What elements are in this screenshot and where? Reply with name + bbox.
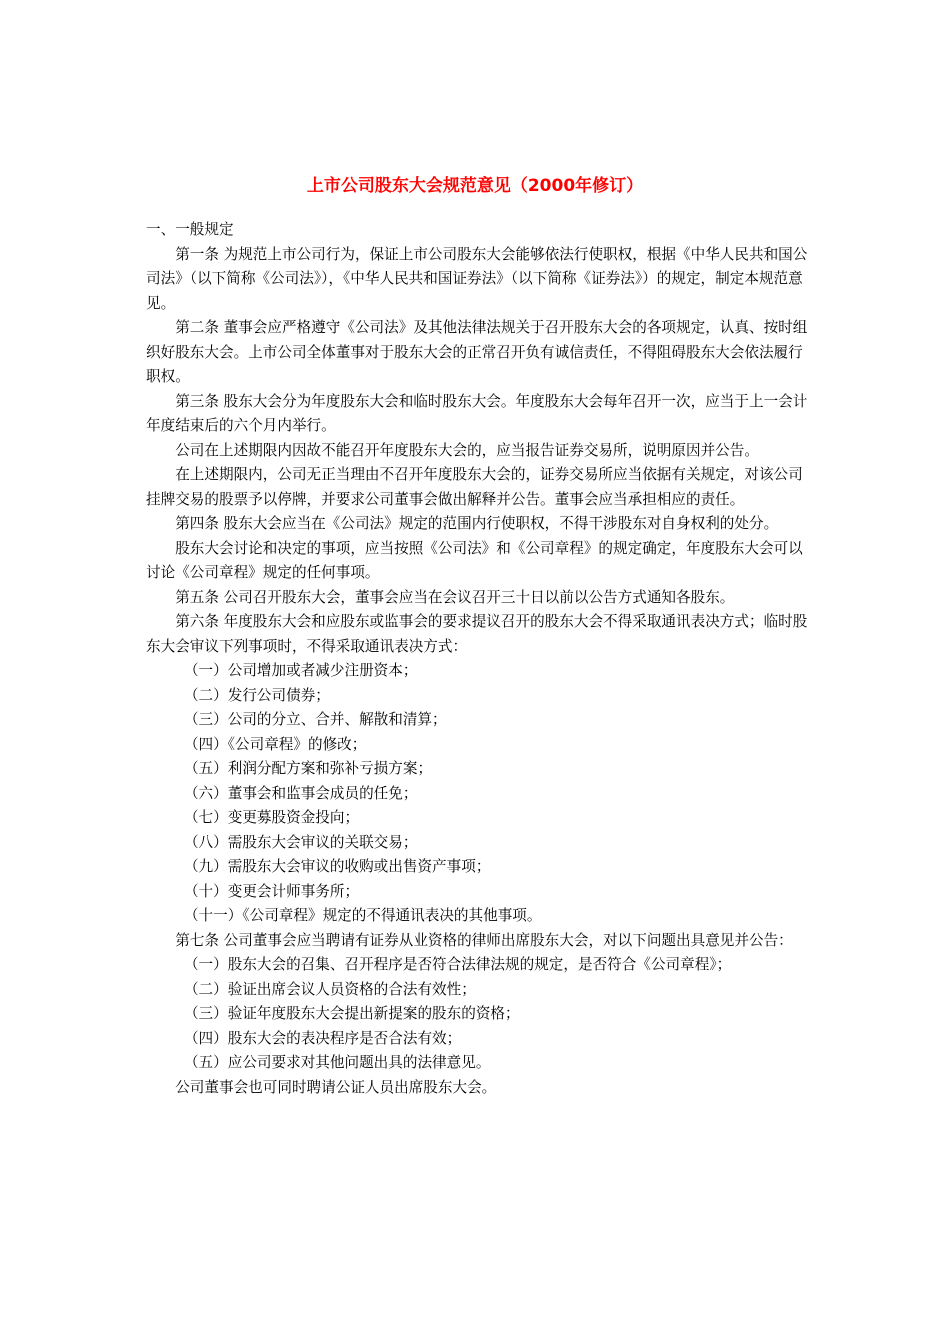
article-6-item: （一）公司增加或者减少注册资本； — [183, 662, 418, 679]
article-6-item: （二）发行公司债券； — [183, 686, 330, 704]
article-3: 第三条 股东大会分为年度股东大会和临时股东大会。年度股东大会每年召开一次，应当于上一会计年度结束后的六个月内举行。 — [146, 392, 808, 434]
article-6-item: （七）变更募股资金投向； — [183, 809, 360, 826]
article-4: 第四条 股东大会应当在《公司法》规定的范围内行使职权，不得干涉股东对自身权利的处分。 — [175, 515, 779, 532]
article-6-item: （五）利润分配方案和弥补亏损方案； — [183, 760, 433, 777]
article-6-item: （三）公司的分立、合并、解散和清算； — [183, 711, 447, 728]
article-7-item: （四）股东大会的表决程序是否合法有效； — [183, 1029, 462, 1047]
article-4-paragraph-2: 股东大会讨论和决定的事项，应当按照《公司法》和《公司章程》的规定确定，年度股东大会可以讨论《公司章程》规定的任何事项。 — [146, 539, 803, 581]
article-6-item: （八）需股东大会审议的关联交易； — [183, 833, 418, 851]
article-7-item: （五）应公司要求对其他问题出具的法律意见。 — [183, 1054, 491, 1071]
article-6: 第六条 年度股东大会和应股东或监事会的要求提议召开的股东大会不得采取通讯表决方式；临时股东大会审议下列事项时，不得采取通讯表决方式： — [146, 613, 808, 655]
article-7-item: （二）验证出席会议人员资格的合法有效性； — [183, 980, 476, 998]
document-title: 上市公司股东大会规范意见（2000年修订） — [306, 176, 644, 196]
article-7-item: （三）验证年度股东大会提出新提案的股东的资格； — [183, 1005, 520, 1022]
article-3-paragraph-3: 在上述期限内，公司无正当理由不召开年度股东大会的，证券交易所应当依据有关规定，对该公司挂牌交易的股票予以停牌，并要求公司董事会做出解释并公告。董事会应当承担相应的责任。 — [146, 466, 803, 508]
article-6-item: （十）变更会计师事务所； — [183, 882, 360, 900]
article-6-item: （四）《公司章程》的修改； — [183, 735, 367, 753]
article-3-paragraph-2: 公司在上述期限内因故不能召开年度股东大会的，应当报告证券交易所，说明原因并公告。 — [175, 441, 759, 459]
section-heading: 一、一般规定 — [146, 221, 234, 238]
article-7-item: （一）股东大会的召集、召开程序是否符合法律法规的规定，是否符合《公司章程》； — [183, 956, 732, 973]
article-2: 第二条 董事会应严格遵守《公司法》及其他法律法规关于召开股东大会的各项规定，认真、按时组织好股东大会。上市公司全体董事对于股东大会的正常召开负有诚信责任，不得阻碍股东大会依法履行职权。 — [146, 319, 808, 385]
article-7-paragraph-2: 公司董事会也可同时聘请公证人员出席股东大会。 — [175, 1078, 497, 1096]
document-body — [146, 218, 814, 1100]
article-6-item: （十一）《公司章程》规定的不得通讯表决的其他事项。 — [183, 907, 542, 924]
article-6-item: （九）需股东大会审议的收购或出售资产事项； — [183, 858, 491, 875]
article-6-item: （六）董事会和监事会成员的任免； — [183, 784, 418, 802]
article-1: 第一条 为规范上市公司行为，保证上市公司股东大会能够依法行使职权，根据《中华人民共和国公司法》（以下简称《公司法》），《中华人民共和国证券法》（以下简称《证券法》）的规定，制定本规范意见。 — [146, 245, 808, 312]
article-5: 第五条 公司召开股东大会，董事会应当在会议召开三十日以前以公告方式通知各股东。 — [175, 588, 735, 606]
article-7: 第七条 公司董事会应当聘请有证券从业资格的律师出席股东大会，对以下问题出具意见并公告： — [175, 931, 793, 949]
